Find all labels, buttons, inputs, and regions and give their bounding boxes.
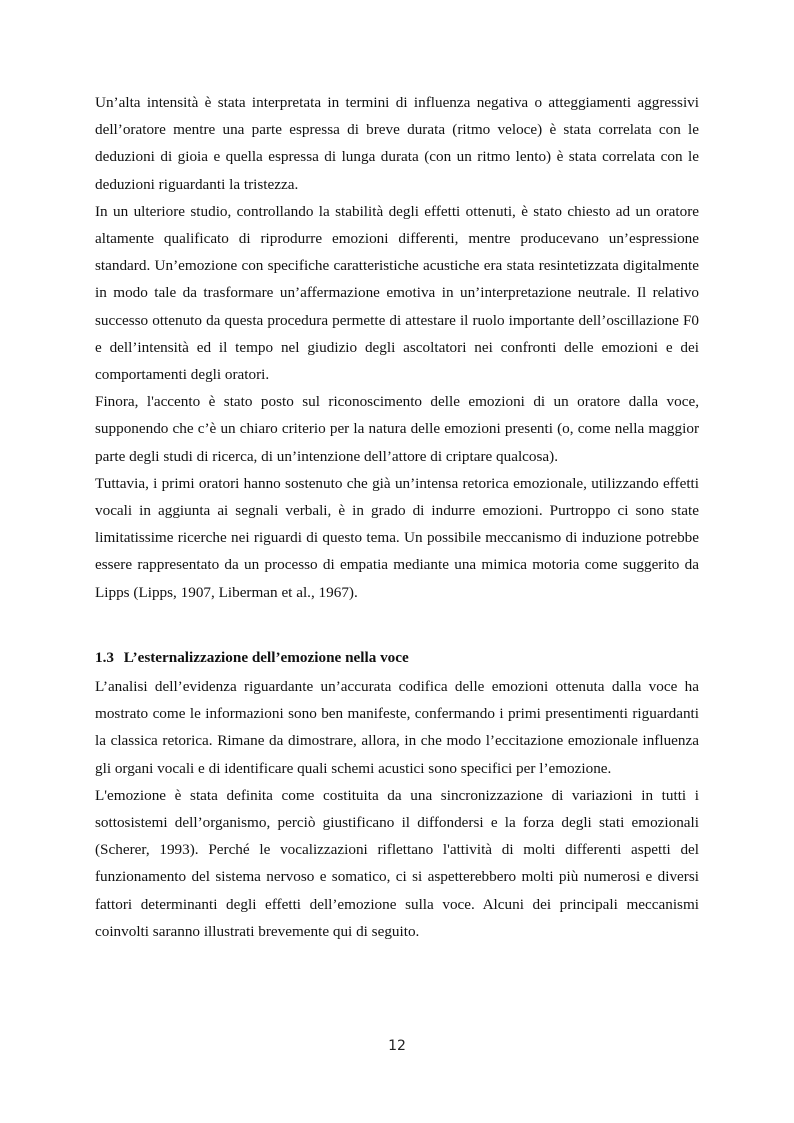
- paragraph-intensity: Un’alta intensità è stata interpretata in termini di influenza negativa o atteggiamenti aggressivi dell’oratore mentre una parte espressa di breve durata (ritmo veloce) è stata correlata con le deduzioni di gioia e quella espressa di lunga durata (con un ritmo lento) è stata correlata con le deduzioni riguardanti la tristezza.: [95, 94, 699, 193]
- paragraph-further-study: In un ulteriore studio, controllando la stabilità degli effetti ottenuti, è stato chiesto ad un oratore altamente qualificato di riprodurre emozioni differenti, mentre producevano un’espressione standard. Un’emozione con specifiche caratteristiche acustiche era stata resintetizzata digitalmente in modo tale da trasformare un’affermazione emotiva in un’interpretazione neutrale. Il relativo successo ottenuto da questa procedura permette di attestare il ruolo importante dell’oscillazione F0 e dell’intensità ed il tempo nel giudizio degli ascoltatori nei confronti delle emozioni e dei comportamenti degli oratori.: [95, 202, 699, 384]
- paragraph-induction: Tuttavia, i primi oratori hanno sostenuto che già un’intensa retorica emozionale, utilizzando effetti vocali in aggiunta ai segnali verbali, è in grado di indurre emozioni. Purtroppo ci sono state limitatissime ricerche nei riguardi di questo tema. Un possibile meccanismo di induzione potrebbe essere rappresentato da un processo di empatia mediante una mimica motoria come suggerito da Lipps (Lipps, 1907, Liberman et al., 1967).: [95, 474, 699, 601]
- paragraph-evidence-analysis: L’analisi dell’evidenza riguardante un’accurata codifica delle emozioni ottenuta dalla voce ha mostrato come le informazioni sono ben manifeste, confermando i primi presentimenti riguardanti la classica retorica. Rimane da dimostrare, allora, in che modo l’eccitazione emozionale influenza gli organi vocali e di identificare quali schemi acustici sono specifici per l’emozione.: [95, 678, 699, 777]
- page-body: [95, 89, 699, 945]
- paragraph-emotion-definition: L'emozione è stata definita come costituita da una sincronizzazione di variazioni in tutti i sottosistemi dell’organismo, perciò giustificano il diffondersi e la forza degli stati emozionali (Scherer, 1993). Perché le vocalizzazioni riflettano l'attività di molti differenti aspetti del funzionamento del sistema nervoso e somatico, ci si aspetterebbero molti più numerosi e diversi fattori determinanti degli effetti dell’emozione sulla voce. Alcuni dei principali meccanismi coinvolti saranno illustrati brevemente qui di seguito.: [95, 786, 699, 940]
- page-number: 12: [388, 1038, 406, 1054]
- section-heading: [95, 644, 699, 671]
- section-number: 1.3: [95, 648, 114, 666]
- paragraph-recognition: Finora, l'accento è stato posto sul riconoscimento delle emozioni di un oratore dalla voce, supponendo che c’è un chiaro criterio per la natura delle emozioni presenti (o, come nella maggior parte degli studi di ricerca, di un’intenzione dell’attore di criptare qualcosa).: [95, 393, 699, 465]
- section-title: L’esternalizzazione dell’emozione nella voce: [123, 648, 409, 666]
